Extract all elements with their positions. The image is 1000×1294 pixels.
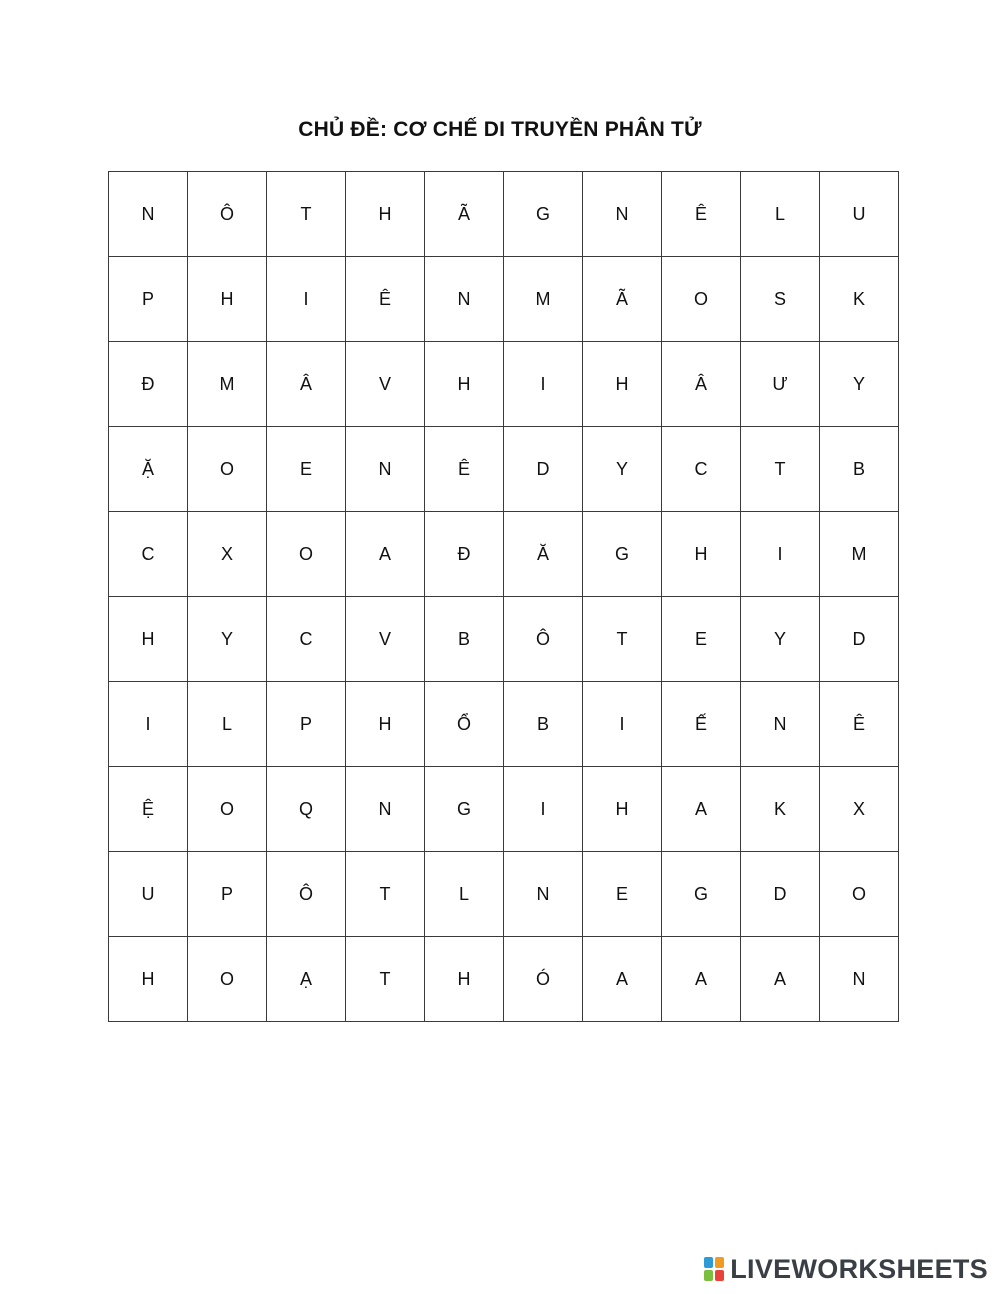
- grid-cell[interactable]: N: [504, 852, 583, 937]
- grid-cell[interactable]: Ổ: [425, 682, 504, 767]
- grid-cell[interactable]: T: [267, 172, 346, 257]
- grid-cell[interactable]: H: [425, 937, 504, 1022]
- grid-cell[interactable]: I: [109, 682, 188, 767]
- grid-cell[interactable]: P: [109, 257, 188, 342]
- brand-name: LIVEWORKSHEETS: [730, 1253, 988, 1284]
- grid-cell[interactable]: D: [741, 852, 820, 937]
- grid-cell[interactable]: T: [583, 597, 662, 682]
- grid-cell[interactable]: B: [504, 682, 583, 767]
- grid-cell[interactable]: M: [504, 257, 583, 342]
- grid-cell[interactable]: O: [188, 427, 267, 512]
- grid-cell[interactable]: Ô: [188, 172, 267, 257]
- grid-cell[interactable]: Ô: [504, 597, 583, 682]
- grid-cell[interactable]: S: [741, 257, 820, 342]
- grid-cell[interactable]: G: [662, 852, 741, 937]
- grid-cell[interactable]: V: [346, 597, 425, 682]
- grid-cell[interactable]: U: [109, 852, 188, 937]
- logo-square: [704, 1257, 713, 1268]
- grid-cell[interactable]: U: [820, 172, 899, 257]
- grid-cell[interactable]: Y: [820, 342, 899, 427]
- grid-cell[interactable]: O: [188, 767, 267, 852]
- grid-cell[interactable]: Ế: [662, 682, 741, 767]
- grid-cell[interactable]: A: [662, 937, 741, 1022]
- grid-cell[interactable]: Ạ: [267, 937, 346, 1022]
- logo-square: [704, 1270, 713, 1281]
- grid-cell[interactable]: E: [267, 427, 346, 512]
- grid-row: [109, 427, 899, 512]
- grid-cell[interactable]: O: [820, 852, 899, 937]
- grid-cell[interactable]: Â: [267, 342, 346, 427]
- grid-cell[interactable]: H: [109, 597, 188, 682]
- grid-cell[interactable]: N: [820, 937, 899, 1022]
- grid-cell[interactable]: A: [741, 937, 820, 1022]
- grid-cell[interactable]: A: [662, 767, 741, 852]
- grid-cell[interactable]: N: [425, 257, 504, 342]
- grid-cell[interactable]: E: [662, 597, 741, 682]
- grid-cell[interactable]: Ặ: [109, 427, 188, 512]
- grid-cell[interactable]: Ê: [820, 682, 899, 767]
- grid-row: [109, 852, 899, 937]
- grid-cell[interactable]: T: [346, 852, 425, 937]
- grid-cell[interactable]: Ă: [504, 512, 583, 597]
- grid-cell[interactable]: O: [188, 937, 267, 1022]
- grid-cell[interactable]: H: [109, 937, 188, 1022]
- grid-cell[interactable]: Ê: [662, 172, 741, 257]
- grid-row: [109, 512, 899, 597]
- grid-cell[interactable]: T: [346, 937, 425, 1022]
- grid-cell[interactable]: Ó: [504, 937, 583, 1022]
- logo-square: [715, 1270, 724, 1281]
- grid-cell[interactable]: D: [504, 427, 583, 512]
- grid-cell[interactable]: Ã: [583, 257, 662, 342]
- grid-cell[interactable]: X: [820, 767, 899, 852]
- grid-row: [109, 172, 899, 257]
- grid-cell[interactable]: H: [346, 682, 425, 767]
- grid-cell[interactable]: O: [662, 257, 741, 342]
- grid-cell[interactable]: Â: [662, 342, 741, 427]
- grid-cell[interactable]: N: [741, 682, 820, 767]
- grid-cell[interactable]: I: [504, 767, 583, 852]
- grid-cell[interactable]: H: [346, 172, 425, 257]
- grid-cell[interactable]: Ê: [425, 427, 504, 512]
- grid-cell[interactable]: Đ: [109, 342, 188, 427]
- grid-cell[interactable]: M: [188, 342, 267, 427]
- grid-cell[interactable]: L: [188, 682, 267, 767]
- grid-cell[interactable]: E: [583, 852, 662, 937]
- grid-row: [109, 342, 899, 427]
- grid-cell[interactable]: P: [188, 852, 267, 937]
- grid-row: [109, 682, 899, 767]
- grid-cell[interactable]: C: [267, 597, 346, 682]
- grid-cell[interactable]: P: [267, 682, 346, 767]
- grid-cell[interactable]: N: [109, 172, 188, 257]
- grid-cell[interactable]: K: [820, 257, 899, 342]
- worksheet-title: CHỦ ĐỀ: CƠ CHẾ DI TRUYỀN PHÂN TỬ: [298, 118, 702, 141]
- grid-cell[interactable]: I: [504, 342, 583, 427]
- grid-cell[interactable]: G: [504, 172, 583, 257]
- grid-cell[interactable]: Ư: [741, 342, 820, 427]
- grid-cell[interactable]: V: [346, 342, 425, 427]
- grid-cell[interactable]: I: [267, 257, 346, 342]
- grid-cell[interactable]: Q: [267, 767, 346, 852]
- grid-cell[interactable]: I: [741, 512, 820, 597]
- grid-cell[interactable]: T: [741, 427, 820, 512]
- grid-cell[interactable]: H: [583, 342, 662, 427]
- word-search-grid[interactable]: [108, 171, 899, 1022]
- grid-cell[interactable]: C: [662, 427, 741, 512]
- grid-cell[interactable]: Ô: [267, 852, 346, 937]
- grid-cell[interactable]: H: [583, 767, 662, 852]
- grid-row: [109, 257, 899, 342]
- grid-cell[interactable]: Y: [583, 427, 662, 512]
- grid-row: [109, 597, 899, 682]
- grid-cell[interactable]: A: [346, 512, 425, 597]
- grid-cell[interactable]: B: [820, 427, 899, 512]
- grid-cell[interactable]: Y: [188, 597, 267, 682]
- grid-cell[interactable]: Ê: [346, 257, 425, 342]
- grid-cell[interactable]: D: [820, 597, 899, 682]
- grid-cell[interactable]: I: [583, 682, 662, 767]
- grid-cell[interactable]: M: [820, 512, 899, 597]
- liveworksheets-brand: [704, 1254, 988, 1284]
- grid-cell[interactable]: G: [583, 512, 662, 597]
- grid-cell[interactable]: L: [425, 852, 504, 937]
- grid-row: [109, 937, 899, 1022]
- grid-cell[interactable]: O: [267, 512, 346, 597]
- grid-cell[interactable]: B: [425, 597, 504, 682]
- grid-row: [109, 767, 899, 852]
- grid-cell[interactable]: N: [346, 767, 425, 852]
- grid-cell[interactable]: K: [741, 767, 820, 852]
- grid-cell[interactable]: G: [425, 767, 504, 852]
- grid-cell[interactable]: X: [188, 512, 267, 597]
- grid-cell[interactable]: Đ: [425, 512, 504, 597]
- grid-cell[interactable]: H: [188, 257, 267, 342]
- liveworksheets-logo-icon: [704, 1257, 724, 1281]
- grid-cell[interactable]: N: [346, 427, 425, 512]
- grid-cell[interactable]: H: [425, 342, 504, 427]
- grid-cell[interactable]: Y: [741, 597, 820, 682]
- grid-cell[interactable]: Ệ: [109, 767, 188, 852]
- grid-cell[interactable]: L: [741, 172, 820, 257]
- logo-square: [715, 1257, 724, 1268]
- grid-cell[interactable]: Ã: [425, 172, 504, 257]
- grid-cell[interactable]: A: [583, 937, 662, 1022]
- grid-cell[interactable]: N: [583, 172, 662, 257]
- grid-cell[interactable]: H: [662, 512, 741, 597]
- grid-cell[interactable]: C: [109, 512, 188, 597]
